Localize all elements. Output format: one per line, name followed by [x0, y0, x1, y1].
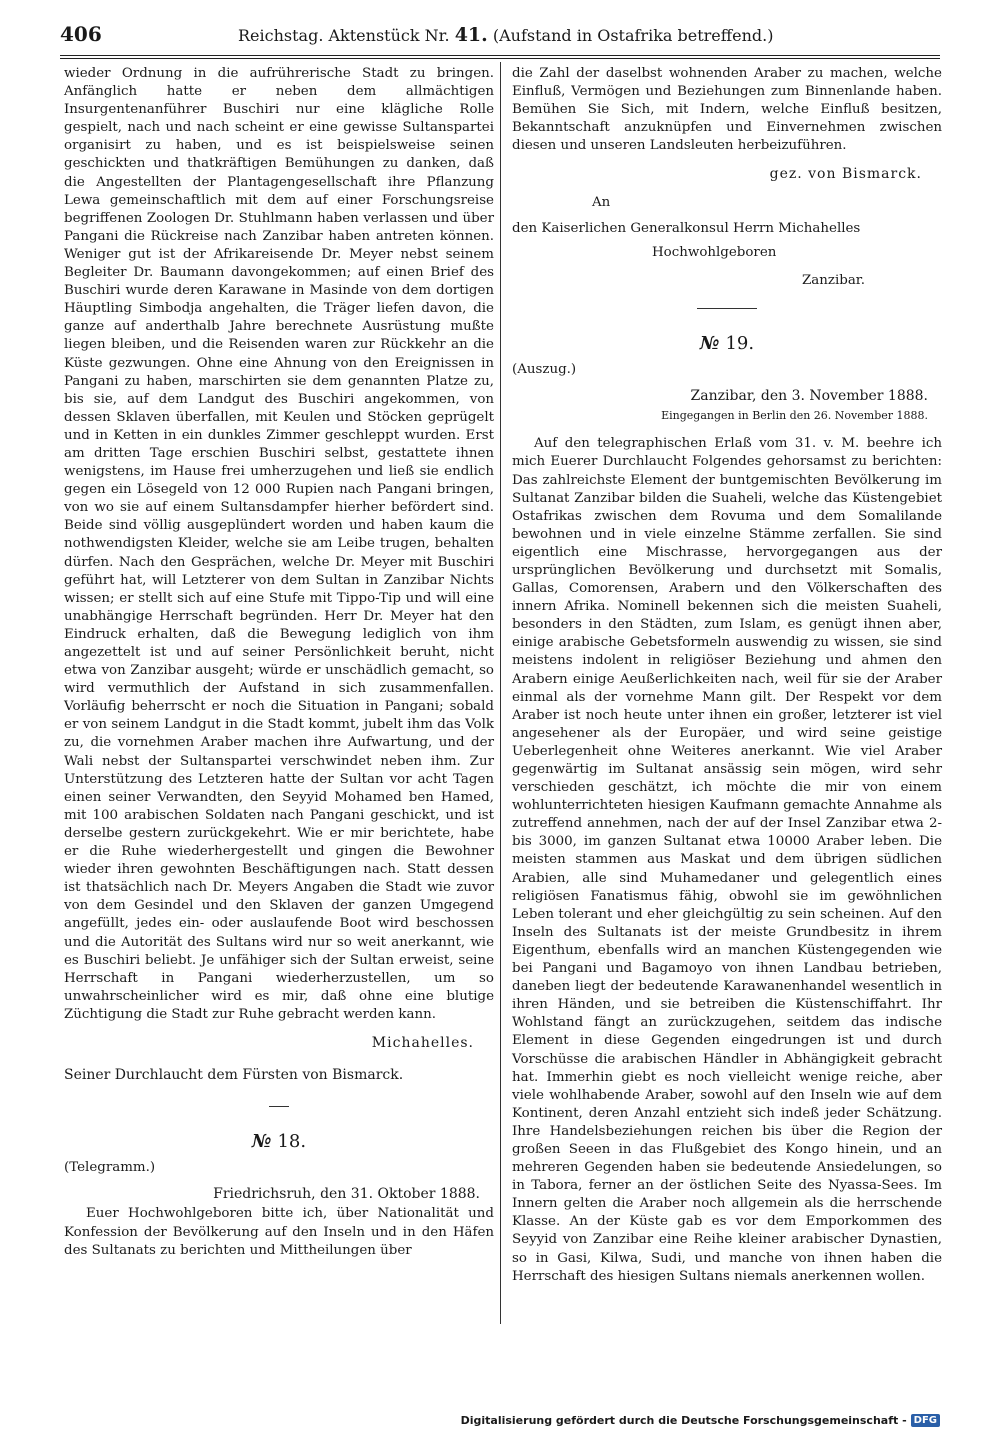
address-title: Hochwohlgeboren — [652, 244, 777, 260]
document-type-label: (Auszug.) — [512, 362, 577, 378]
header-rule — [60, 58, 940, 59]
addressee: Seiner Durchlaucht dem Fürsten von Bismarck. — [64, 1067, 404, 1084]
signature: Michahelles. — [371, 1034, 474, 1051]
numero-sign: № — [699, 332, 720, 354]
address-place: Zanzibar. — [802, 272, 865, 288]
address-block — [512, 194, 942, 290]
dateline: Zanzibar, den 3. November 1888. — [690, 388, 928, 405]
address-an: An — [592, 194, 611, 210]
left-column — [64, 65, 494, 1260]
section-heading — [512, 332, 942, 354]
running-title — [238, 24, 773, 46]
footer-credit — [461, 1414, 940, 1427]
page-header — [60, 22, 940, 52]
body-paragraph: Auf den telegraphischen Erlaß vom 31. v. M. beehre ich mich Euerer Durchlaucht Folgendes gehorsamst zu berichten: Das zahlreichste Element der buntgemischten Bevölkerung im Sultanat Zanzibar bilden die Suaheli, welche das Küstengebiet Ostafrikas zwischen dem Rovuma und dem Somalilande bewohnen und in viele einzelne Stämme zerfallen. Sie sind eigentlich eine Mischrasse, hervorgegangen aus der ursprünglichen Bevölkerung und durchsetzt mit Somalis, Gallas, Comorensen, Arabern und den Völkerschaften des innern Afrika. Nominell bekennen sich die meisten Suaheli, besonders in den Städten, zum Islam, es genügt ihnen aber, einige arabische Gebetsformeln auswendig zu wissen, sie sind meistens indolent in religiöser Beziehung und ahmen den Arabern einige Aeußerlichkeiten nach, weil für sie der Araber einmal als der vornehme Mann gilt. Der Respekt vor dem Araber ist noch heute unter ihnen ein großer, letzterer ist viel angesehener als der Europäer, und wird seine geistige Ueberlegenheit ohne Weiteres anerkannt. Wie viel Araber gegenwärtig im Sultanat ansässig sein mögen, wird sehr verschieden geschätzt, ich möchte die mir von einem wohlunterrichteten hiesigen Kaufmann gemachte Annahme als zutreffend annehmen, nach der auf der Insel Zanzibar etwa 2- bis 3000, im ganzen Sultanat etwa 10000 Araber leben. Die meisten stammen aus Maskat und dem übrigen südlichen Arabien, alle sind Muhamedaner und gelegentlich eines religiösen Fanatismus fähig, obwohl sie im gewöhnlichen Leben tolerant und eher gleichgültig zu sein scheinen. Auf den Inseln des Sultanats ist der meiste Grundbesitz in ihrem Eigenthum, ebenfalls wird an manchen Küstengegenden wie bei Pangani und Bagamoyo von ihnen Landbau betrieben, daneben liegt der bedeutende Karawanenhandel wesentlich in ihren Händen, und sie betreiben die Küstenschiffahrt. Ihr Wohlstand fängt an zurückzugehen, seitdem das indische Element in diese Gegenden eingedrungen ist und durch Vorschüsse die arabischen Händler in Abhängigkeit gebracht hat. Immerhin giebt es noch vielleicht wenige reiche, aber viele wohlhabende Araber, sowohl auf den Inseln wie auf dem Kontinent, deren Anzahl entzieht sich indeß jeder Schätzung. Ihre Handelsbeziehungen reichen bis über die Region der großen Seeen in das Flußgebiet des Kongo hinein, und an mehreren Gegenden haben sie bedeutende Ansiedelungen, so in Tabora, ferner an der östlichen Seite des Nyassa-Sees. Im Innern gelten die Araber noch allgemein als die herrschende Klasse. An der Küste gab es vor dem Emporkommen des Seyyid von Zanzibar eine Reihe kleiner arabischer Dynastien, so in Gasi, Kilwa, Sudi, und manche von ihnen haben die Herrschaft des hiesigen Sultans niemals anerkennen wollen. — [512, 436, 942, 1284]
header-rule — [60, 55, 940, 56]
running-title-suffix: (Aufstand in Ostafrika betreffend.) — [492, 26, 774, 45]
body-paragraph: Euer Hochwohlgeboren bitte ich, über Nationalität und Konfession der Bevölkerung auf den Inseln und in den Häfen des Sultanats zu berichten und Mittheilungen über — [64, 1206, 494, 1258]
column-divider — [500, 62, 501, 1324]
address-recipient: den Kaiserlichen Generalkonsul Herrn Michahelles — [512, 220, 861, 236]
dfg-logo: DFG — [911, 1414, 940, 1427]
numero-sign: № — [251, 1131, 272, 1153]
footer-text: Digitalisierung gefördert durch die Deutsche Forschungsgemeinschaft - — [460, 1414, 907, 1427]
section-number: 18. — [277, 1131, 307, 1153]
signature: gez. von Bismarck. — [769, 166, 922, 183]
running-title-prefix: Reichstag. Aktenstück Nr. — [238, 26, 450, 45]
dateline: Friedrichsruh, den 31. Oktober 1888. — [213, 1186, 480, 1203]
separator — [697, 308, 757, 309]
section-heading — [64, 1133, 494, 1151]
separator — [269, 1106, 289, 1107]
received-note: Eingegangen in Berlin den 26. November 1888. — [661, 409, 928, 423]
page-number: 406 — [60, 22, 102, 46]
body-paragraph: wieder Ordnung in die aufrührerische Stadt zu bringen. Anfänglich hatte er neben dem allmächtigen Insurgentenanführer Buschiri nur eine klägliche Rolle gespielt, nach und nach scheint er eine gewisse Sultanspartei organisirt zu haben, und es ist beispielsweise seinen geschickten und thatkräftigen Bemühungen zu danken, daß die Angestellten der Plantagengesellschaft ihre Pflanzung Lewa gemeinschaftlich mit dem auf einer Forschungsreise begriffenen Zoologen Dr. Stuhlmann haben verlassen und über Pangani die Rückreise nach Zanzibar haben antreten können. Weniger gut ist der Afrikareisende Dr. Meyer nebst seinem Begleiter Dr. Baumann davongekommen; auf einen Brief des Buschiri wurde deren Karawane in Masinde von dem dortigen Häuptling Simbodja angehalten, die Träger liefen davon, die ganze auf anderthalb Jahre berechnete Ausrüstung mußte liegen bleiben, und die Reisenden waren zur Rückkehr an die Küste gezwungen. Ohne eine Ahnung von den Ereignissen in Pangani zu haben, marschirten sie dem genannten Platze zu, bis sie, auf dem Landgut des Buschiri angekommen, von dessen Sklaven überfallen, mit Keulen und Stöcken geprügelt und in Ketten in ein dunkles Zimmer geschleppt wurden. Erst am dritten Tage erschien Buschiri selbst, gestattete ihnen wenigstens, im Hause frei umherzugehen und ließ sie endlich gegen ein Lösegeld von 12 000 Rupien nach Pangani bringen, von wo sie auf einem Sultansdampfer hierher befördert sind. Beide sind völlig ausgeplündert worden und haben kaum die nothwendigsten Kleider, welche sie am Leibe trugen, behalten dürfen. Nach den Gesprächen, welche Dr. Meyer mit Buschiri geführt hat, will Letzterer von dem Sultan in Zanzibar Nichts wissen; er stellt sich auf eine Stufe mit Tippo-Tip und will eine unabhängige Herrschaft begründen. Herr Dr. Meyer hat den Eindruck erhalten, daß die Bewegung lediglich von ihm angezettelt ist und auf seiner Persönlichkeit beruht, nicht etwa von Zanzibar ausgeht; würde er unschädlich gemacht, so wird vermuthlich der Aufstand in sich zusammenfallen. Vorläufig beherrscht er noch die Situation in Pangani; sobald er von seinem Landgut in die Stadt kommt, jubelt ihm das Volk zu, die vornehmen Araber machen ihre Aufwartung, und der Wali nebst der Sultanspartei verschwindet neben ihm. Zur Unterstützung des Letzteren hatte der Sultan vor acht Tagen einen seiner Verwandten, den Seyyid Mohamed ben Hamed, mit 100 arabischen Soldaten nach Pangani geschickt, und ist derselbe gestern zurückgekehrt. Wie er mir berichtete, habe er die Ruhe wiederhergestellt und gingen die Bewohner wieder ihren gewohnten Beschäftigungen nach. Statt dessen ist thatsächlich nach Dr. Meyers Angaben die Stadt wie zuvor von dem Gesindel und den Sklaven der ganzen Umgegend angefüllt, jedes ein- oder auslaufende Boot wird beschossen und die Autorität des Sultans wird nur so weit anerkannt, wie es Buschiri beliebt. Je unfähiger sich der Sultan erweist, seine Herrschaft in Pangani wiederherzustellen, um so unwahrscheinlicher wird es mir, daß ohne eine blutige Züchtigung die Stadt zur Ruhe gebracht werden kann. — [64, 66, 494, 1022]
right-column — [512, 65, 942, 1286]
body-paragraph: die Zahl der daselbst wohnenden Araber zu machen, welche Einfluß, Vermögen und Beziehungen zum Binnenlande haben. Bemühen Sie Sich, mit Indern, welche Einfluß besitzen, Bekanntschaft anzuknüpfen und Einvernehmen zwischen diesen und unseren Landsleuten herbeizuführen. — [512, 66, 942, 154]
document-number: 41. — [454, 24, 488, 46]
section-number: 19. — [725, 332, 755, 354]
document-type-label: (Telegramm.) — [64, 1160, 156, 1176]
